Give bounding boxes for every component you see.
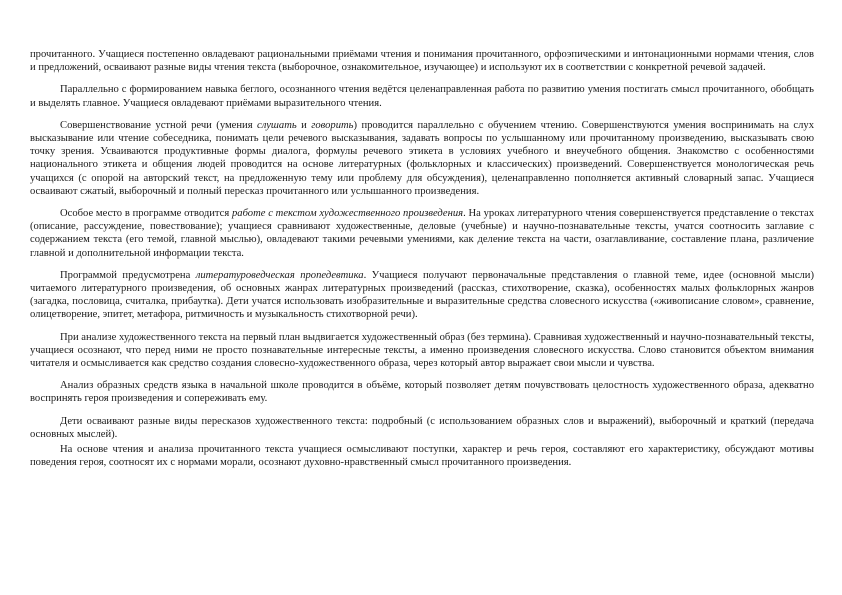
- text-run: . Учащиеся получают первоначальные представления о главной теме, идее (основной мысли) читаемого литературного произведения, об основных жанрах литературных произведений (рассказ, стихотворение, сказка), особенностях малых фольклорных жанров (загадка, пословица, считалка, прибаутка). Дети учатся использовать изобразительные и выразительные средства словесного искусства («живописание словом», сравнение, олицетворение, эпитет, метафора, ритмичность и музыкальность стихотворной речи).: [30, 269, 815, 321]
- text-run: Анализ образных средств языка в начальной школе проводится в объёме, который позволяет детям почувствовать целостность художественного образа, адекватно воспринять героя произведения и сопереживать ему.: [30, 380, 814, 405]
- text-run: На основе чтения и анализа прочитанного текста учащиеся осмысливают поступки, характер и речь героя, составляют его характеристику, обсуждают мотивы поведения героя, соотносят их с нормами морали, осознают духовно-нравственный смысл прочитанного произведения.: [30, 444, 814, 469]
- text-run: При анализе художественного текста на первый план выдвигается художественный образ (без термина). Сравнивая художественный и научно-познавательный тексты, учащиеся осознают, что перед ними не просто познавательные интересные тексты, а именно произведения словесного искусства. Слово становится объектом внимания читателя и осмысливается как средство создания словесно-художественного образа, через который автор выражает свои мысли и чувства.: [30, 331, 814, 370]
- paragraph-8: [30, 415, 814, 441]
- paragraph-4: [30, 207, 814, 260]
- text-run: Особое место в программе отводится: [60, 208, 232, 220]
- text-run: Дети осваивают разные виды пересказов художественного текста: подробный (с использованием образных слов и выражений), выборочный и краткий (передача основных мыслей).: [30, 415, 814, 440]
- text-run: Параллельно с формированием навыка беглого, осознанного чтения ведётся целенаправленная работа по развитию умения постигать смысл прочитанного, обобщать и выделять главное. Учащиеся овладевают приёмами выразительного чтения.: [30, 84, 814, 109]
- paragraph-2: [30, 83, 814, 109]
- paragraph-9: [30, 443, 814, 469]
- paragraph-5: [30, 269, 814, 322]
- paragraph-6: [30, 331, 814, 371]
- emphasis-text: работе с текстом художественного произведения: [232, 208, 464, 220]
- text-run: Совершенствование устной речи (умения: [60, 119, 258, 131]
- document-body: [30, 48, 814, 469]
- emphasis-text: говорить: [311, 119, 354, 131]
- text-run: Программой предусмотрена: [60, 269, 196, 281]
- paragraph-7: [30, 379, 814, 405]
- emphasis-text: слушать: [257, 119, 297, 131]
- paragraph-1: [30, 48, 814, 74]
- text-run: и: [296, 119, 312, 131]
- text-run: ) проводится параллельно с обучением чтению. Совершенствуются умения воспринимать на слух высказывание или чтение собеседника, понимать цели речевого высказывания, задавать вопросы по услышанному или прочитанному произведению, высказывать свою точку зрения. Усваиваются продуктивные формы диалога, формулы речевого этикета в условиях учебного и внеучебного общения. Знакомство с особенностями национального этикета и общения людей проводится на основе литературных (фольклорных и классических) произведений. Совершенствуется монологическая речь учащихся (с опорой на авторский текст, на предложенную тему или проблему для обсуждения), целенаправленно пополняется активный словарный запас. Учащиеся осваивают сжатый, выборочный и полный пересказ прочитанного или услышанного произведения.: [30, 119, 815, 197]
- emphasis-text: литературоведческая пропедевтика: [195, 269, 364, 281]
- paragraph-3: [30, 119, 814, 198]
- text-run: . На уроках литературного чтения совершенствуется представление о текстах (описание, рассуждение, повествование); учащиеся сравнивают художественные, деловые (учебные) и научно-познавательные тексты, учатся соотносить заглавие с содержанием текста (его темой, главной мыслью), овладевают такими речевыми умениями, как деление текста на части, озаглавливание, составление плана, различение главной и дополнительной информации текста.: [30, 208, 814, 259]
- text-run: прочитанного. Учащиеся постепенно овладевают рациональными приёмами чтения и понимания прочитанного, орфоэпическими и интонационными нормами чтения, слов и предложений, осваивают разные виды чтения текста (выборочное, ознакомительное, изучающее) и используют их в соответствии с конкретной речевой задачей.: [30, 49, 814, 74]
